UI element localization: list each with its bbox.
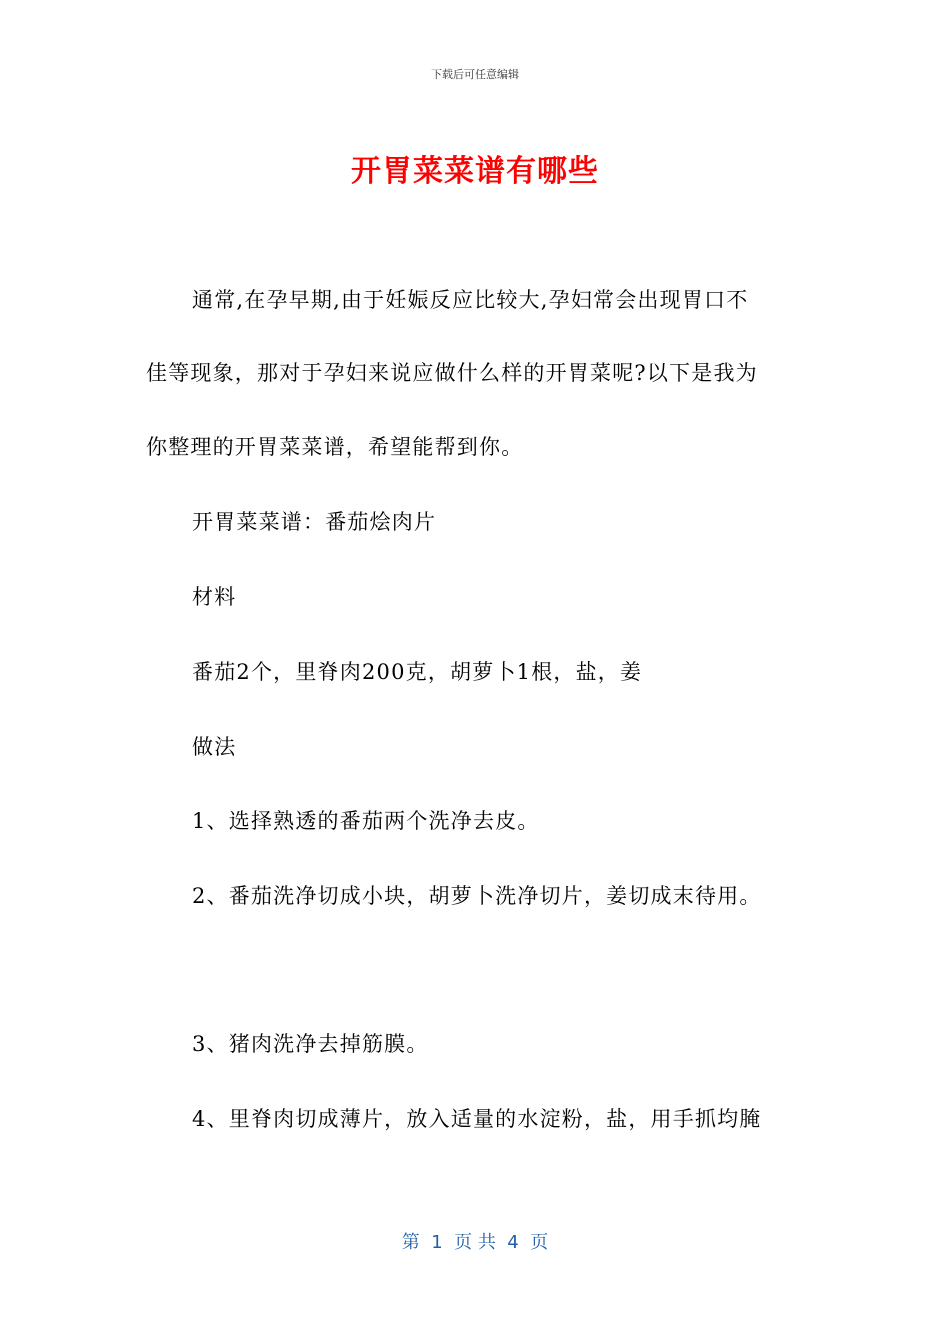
step-3: 3、猪肉洗净去掉筋膜。 — [192, 1032, 429, 1056]
intro-line-2: 佳等现象，那对于孕妇来说应做什么样的开胃菜呢?以下是我为 — [146, 361, 758, 385]
recipe-title: 开胃菜菜谱：番茄烩肉片 — [192, 510, 437, 534]
step-4: 4、里脊肉切成薄片，放入适量的水淀粉，盐，用手抓均腌 — [192, 1107, 762, 1131]
method-heading: 做法 — [192, 735, 237, 759]
page-number-footer: 第 1 页 共 4 页 — [401, 1232, 549, 1253]
materials-heading: 材料 — [192, 585, 237, 609]
materials-list: 番茄2个，里脊肉200克，胡萝卜1根，盐，姜 — [192, 660, 643, 684]
intro-line-1: 通常,在孕早期,由于妊娠反应比较大,孕妇常会出现胃口不 — [192, 288, 749, 312]
step-1: 1、选择熟透的番茄两个洗净去皮。 — [192, 809, 540, 833]
header-note: 下载后可任意编辑 — [431, 68, 519, 81]
document-title: 开胃菜菜谱有哪些 — [351, 154, 599, 189]
step-2: 2、番茄洗净切成小块，胡萝卜洗净切片，姜切成末待用。 — [192, 884, 762, 908]
intro-line-3: 你整理的开胃菜菜谱，希望能帮到你。 — [146, 435, 524, 459]
